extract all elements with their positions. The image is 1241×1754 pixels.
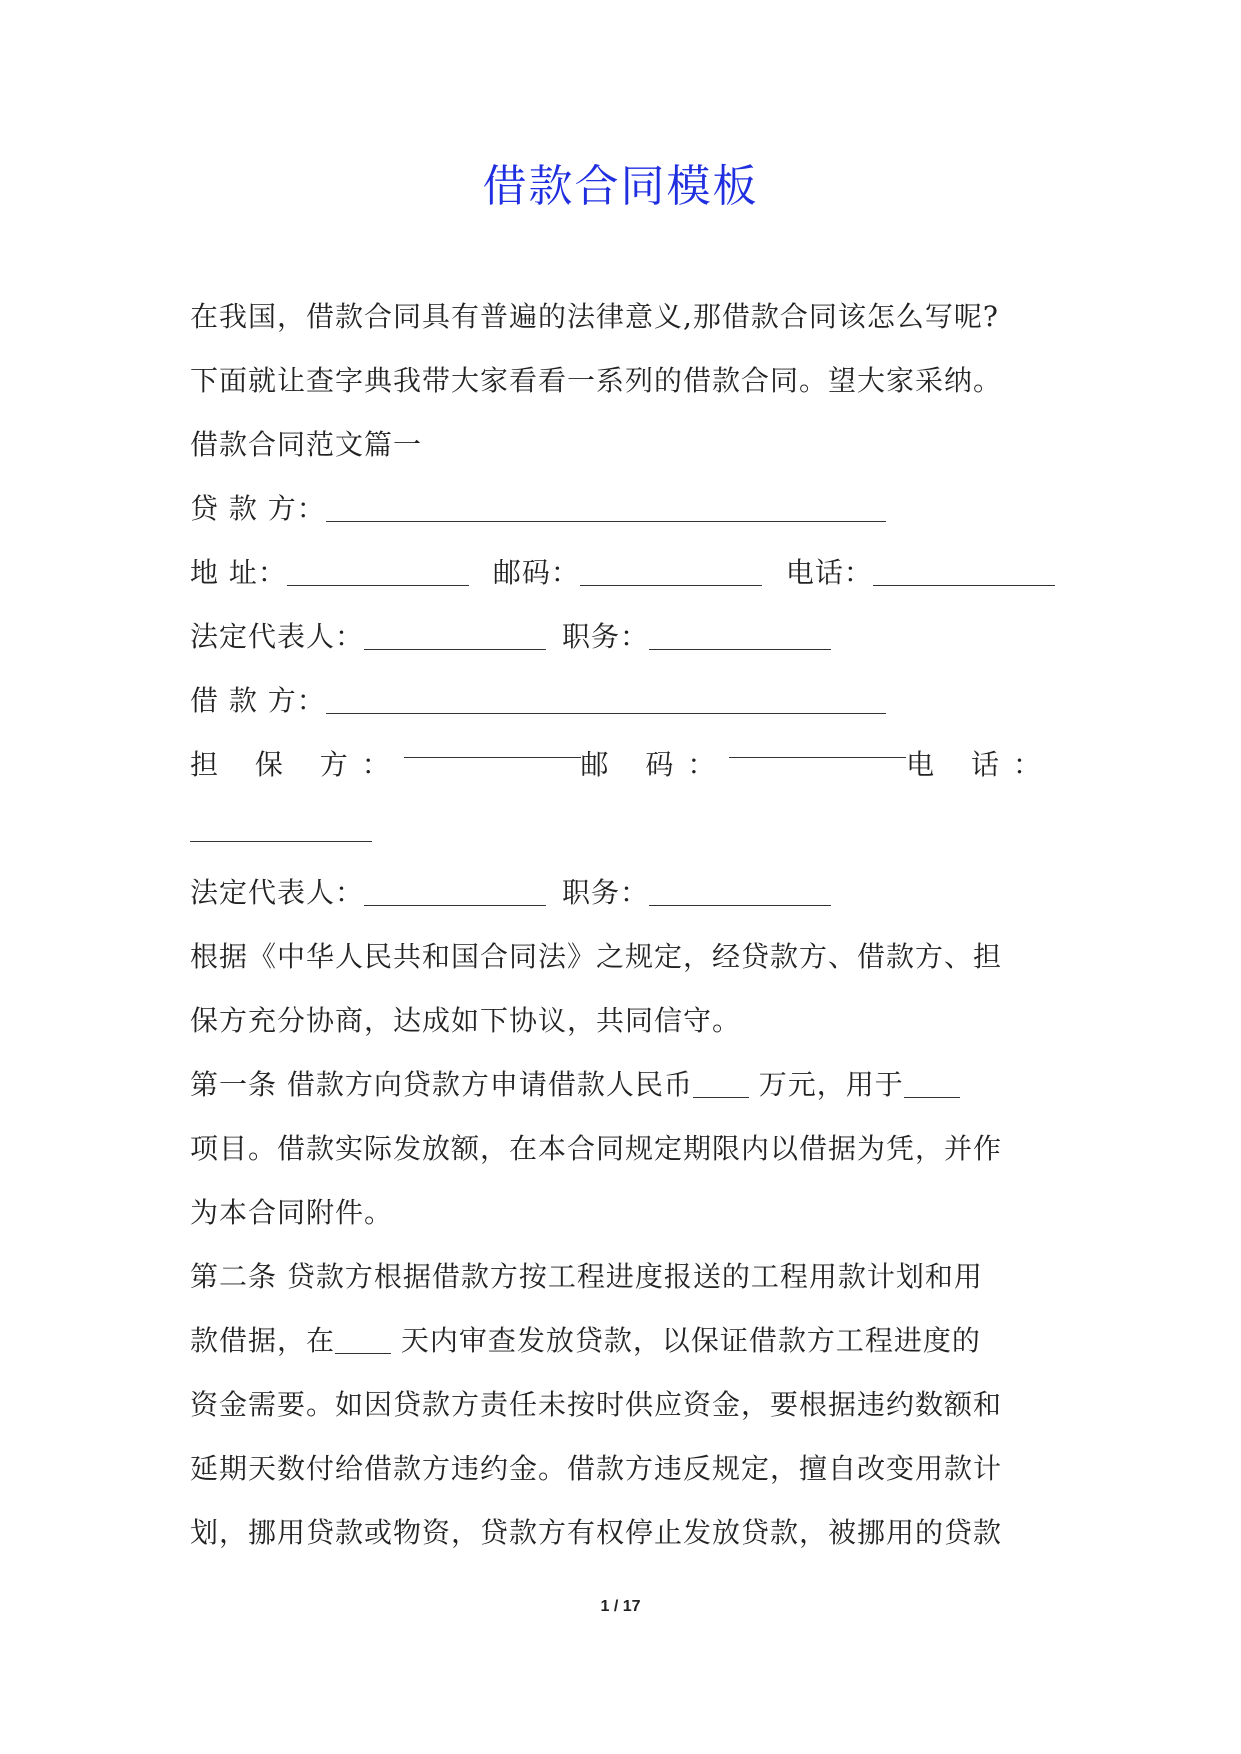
address-label: 地 址： bbox=[190, 556, 287, 589]
intro-line-2: 下面就让查字典我带大家看看一系列的借款合同。望大家采纳。 bbox=[190, 364, 1003, 397]
intro-line-1: 在我国，借款合同具有普遍的法律意义,那借款合同该怎么写呢? bbox=[190, 300, 999, 333]
lender-blank[interactable] bbox=[326, 497, 886, 522]
article-2-text-a: 款借据，在 bbox=[190, 1324, 336, 1357]
position-blank[interactable] bbox=[649, 881, 831, 906]
phone-label: 电话： bbox=[785, 556, 873, 589]
guarantor-phone-row bbox=[190, 797, 1055, 861]
position-label: 职务： bbox=[562, 620, 650, 653]
legal-rep-label: 法定代表人： bbox=[190, 620, 365, 653]
loan-amount-blank[interactable] bbox=[693, 1073, 749, 1098]
legal-rep-blank[interactable] bbox=[364, 881, 546, 906]
article-1-text-b: 万元，用于 bbox=[748, 1068, 904, 1101]
document-title: 借款合同模板 bbox=[482, 161, 759, 212]
legal-rep-row-2 bbox=[190, 861, 1055, 925]
article-1-line-2: 项目。借款实际发放额，在本合同规定期限内以借据为凭，并作 bbox=[190, 1132, 1003, 1165]
guarantor-row bbox=[190, 733, 1055, 797]
guarantor-postcode-blank[interactable] bbox=[729, 733, 906, 758]
lender-row bbox=[190, 477, 1055, 541]
article-1-text-a: 第一条 借款方向贷款方申请借款人民币 bbox=[190, 1068, 693, 1101]
article-2-line-5: 划，挪用贷款或物资，贷款方有权停止发放贷款，被挪用的贷款 bbox=[190, 1516, 1003, 1549]
position-blank[interactable] bbox=[649, 625, 831, 650]
borrower-row bbox=[190, 669, 1055, 733]
legal-rep-row-1 bbox=[190, 605, 1055, 669]
review-days-blank[interactable] bbox=[335, 1329, 391, 1354]
guarantor-postcode-label: 邮 码： bbox=[580, 748, 730, 781]
legal-rep-blank[interactable] bbox=[364, 625, 546, 650]
postcode-blank[interactable] bbox=[580, 561, 762, 586]
document-body bbox=[190, 285, 1055, 1565]
loan-purpose-blank[interactable] bbox=[904, 1073, 960, 1098]
postcode-label: 邮码： bbox=[492, 556, 580, 589]
article-1-line-3: 为本合同附件。 bbox=[190, 1196, 394, 1229]
article-2-line-3: 资金需要。如因贷款方责任未按时供应资金，要根据违约数额和 bbox=[190, 1388, 1003, 1421]
borrower-label: 借 款 方： bbox=[190, 684, 326, 717]
guarantor-label: 担 保 方： bbox=[190, 748, 404, 781]
address-blank[interactable] bbox=[287, 561, 469, 586]
section-heading: 借款合同范文篇一 bbox=[190, 428, 423, 461]
article-2-line-4: 延期天数付给借款方违约金。借款方违反规定，擅自改变用款计 bbox=[190, 1452, 1003, 1485]
basis-line-1: 根据《中华人民共和国合同法》之规定，经贷款方、借款方、担 bbox=[190, 940, 1003, 973]
lender-label: 贷 款 方： bbox=[190, 492, 326, 525]
article-2-line-1: 第二条 贷款方根据借款方按工程进度报送的工程用款计划和用 bbox=[190, 1260, 983, 1293]
borrower-blank[interactable] bbox=[326, 689, 886, 714]
article-2-line-2 bbox=[190, 1309, 1055, 1373]
basis-line-2: 保方充分协商，达成如下协议，共同信守。 bbox=[190, 1004, 742, 1037]
address-row bbox=[190, 541, 1055, 605]
guarantor-phone-blank[interactable] bbox=[190, 817, 372, 842]
article-1-line-1 bbox=[190, 1053, 1055, 1117]
phone-blank[interactable] bbox=[873, 561, 1055, 586]
guarantor-phone-label: 电 话： bbox=[906, 748, 1055, 781]
legal-rep-label: 法定代表人： bbox=[190, 876, 365, 909]
page-number: 1 / 17 bbox=[600, 1598, 641, 1615]
position-label: 职务： bbox=[562, 876, 650, 909]
guarantor-blank[interactable] bbox=[404, 733, 581, 758]
article-2-text-b: 天内审查发放贷款，以保证借款方工程进度的 bbox=[391, 1324, 981, 1357]
